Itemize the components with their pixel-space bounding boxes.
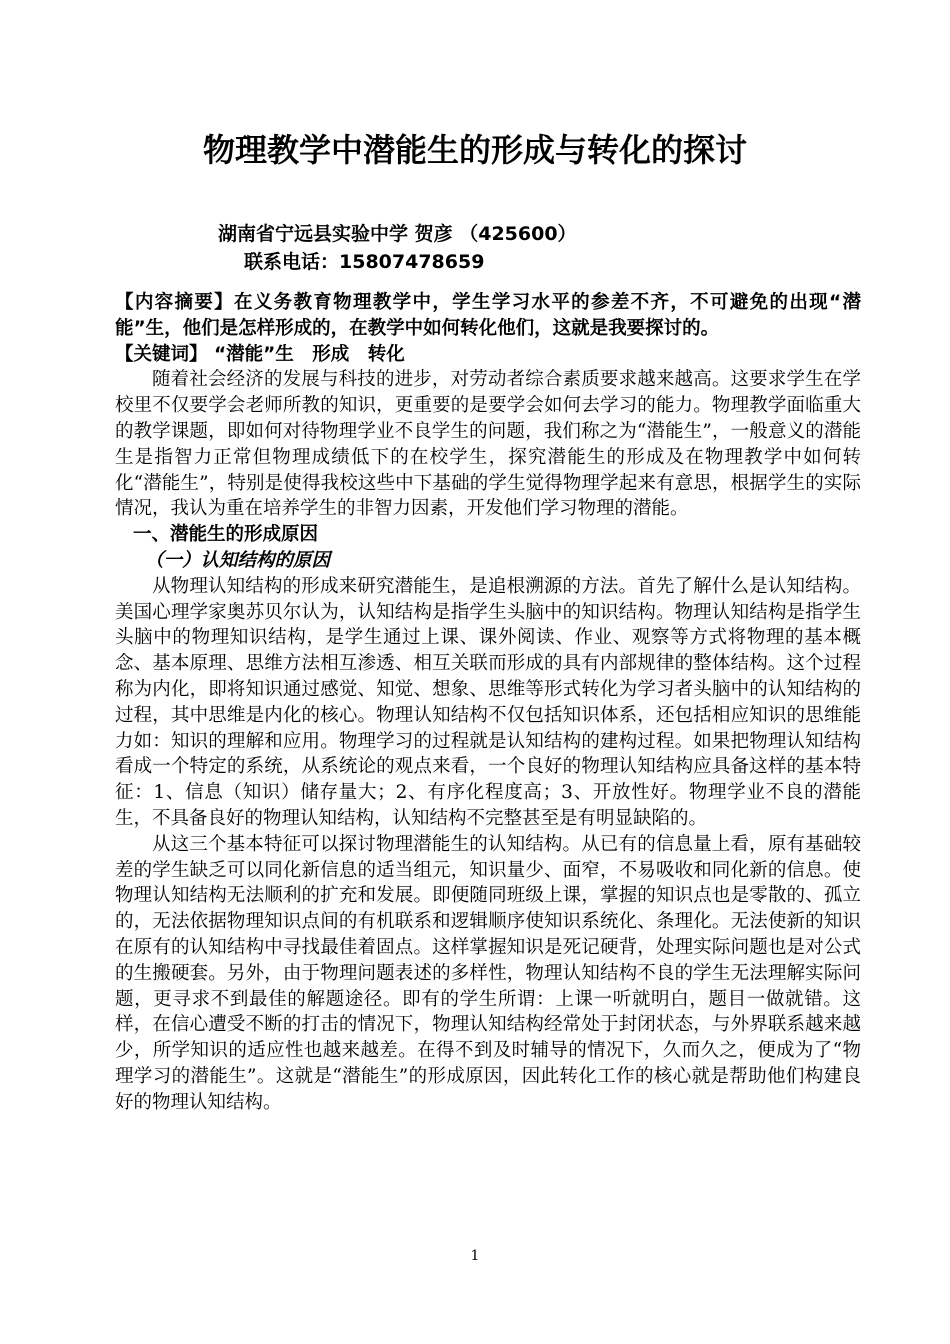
- document-body: [115, 290, 861, 1116]
- page-number: 1: [470, 1248, 480, 1264]
- author-block: [218, 220, 577, 276]
- contact-line: 联系电话：15807478659: [244, 251, 485, 273]
- document-title: 物理教学中潜能生的形成与转化的探讨: [202, 131, 747, 169]
- section-heading: 一、潜能生的形成原因: [133, 524, 319, 546]
- keywords: 【关键词】 “潜能”生 形成 转化: [115, 343, 405, 365]
- author-line: 湖南省宁远县实验中学 贺彦 （425600）: [218, 223, 577, 245]
- body-paragraph: 从这三个基本特征可以探讨物理潜能生的认知结构。从已有的信息量上看，原有基础较差的学生缺乏可以同化新信息的适当组元，知识量少、面窄，不易吸收和同化新的信息。使物理认知结构无法顺利的扩充和发展。即便随同班级上课，掌握的知识点也是零散的、孤立的，无法依据物理知识点间的有机联系和逻辑顺序使知识系统化、条理化。无法使新的知识在原有的认知结构中寻找最佳着固点。这样掌握知识是死记硬背，处理实际问题也是对公式的生搬硬套。另外，由于物理问题表述的多样性，物理认知结构不良的学生无法理解实际问题，更寻求不到最佳的解题途径。即有的学生所谓：上课一听就明白，题目一做就错。这样，在信心遭受不断的打击的情况下，物理认知结构经常处于封闭状态，与外界联系越来越少，所学知识的适应性也越来越差。在得不到及时辅导的情况下，久而久之，便成为了“物理学习的潜能生”。这就是“潜能生”的形成原因，因此转化工作的核心就是帮助他们构建良好的物理认知结构。: [115, 833, 861, 1113]
- body-paragraph: 从物理认知结构的形成来研究潜能生，是追根溯源的方法。首先了解什么是认知结构。美国心理学家奥苏贝尔认为，认知结构是指学生头脑中的知识结构。物理认知结构是指学生头脑中的物理知识结构，是学生通过上课、课外阅读、作业、观察等方式将物理的基本概念、基本原理、思维方法相互渗透、相互关联而形成的具有内部规律的整体结构。这个过程称为内化，即将知识通过感觉、知觉、想象、思维等形式转化为学习者头脑中的认知结构的过程，其中思维是内化的核心。物理认知结构不仅包括知识体系，还包括相应知识的思维能力如：知识的理解和应用。物理学习的过程就是认知结构的建构过程。如果把物理认知结构看成一个特定的系统，从系统论的观点来看，一个良好的物理认知结构应具备这样的基本特征：1、信息（知识）储存量大；2、有序化程度高；3、开放性好。物理学业不良的潜能生，不具备良好的物理认知结构，认知结构不完整甚至是有明显缺陷的。: [115, 575, 861, 829]
- abstract: 【内容摘要】在义务教育物理教学中，学生学习水平的参差不齐，不可避免的出现“潜能”生，他们是怎样形成的，在教学中如何转化他们，这就是我要探讨的。: [115, 292, 861, 339]
- intro-paragraph: 随着社会经济的发展与科技的进步，对劳动者综合素质要求越来越高。这要求学生在学校里不仅要学会老师所教的知识，更重要的是要学会如何去学习的能力。物理教学面临重大的教学课题，即如何对待物理学业不良学生的问题，我们称之为“潜能生”，一般意义的潜能生是指智力正常但物理成绩低下的在校学生，探究潜能生的形成及在物理教学中如何转化“潜能生”，特别是使得我校这些中下基础的学生觉得物理学起来有意思，根据学生的实际情况，我认为重在培养学生的非智力因素，开发他们学习物理的潜能。: [115, 369, 861, 520]
- subsection-heading: （一）认知结构的原因: [145, 549, 331, 571]
